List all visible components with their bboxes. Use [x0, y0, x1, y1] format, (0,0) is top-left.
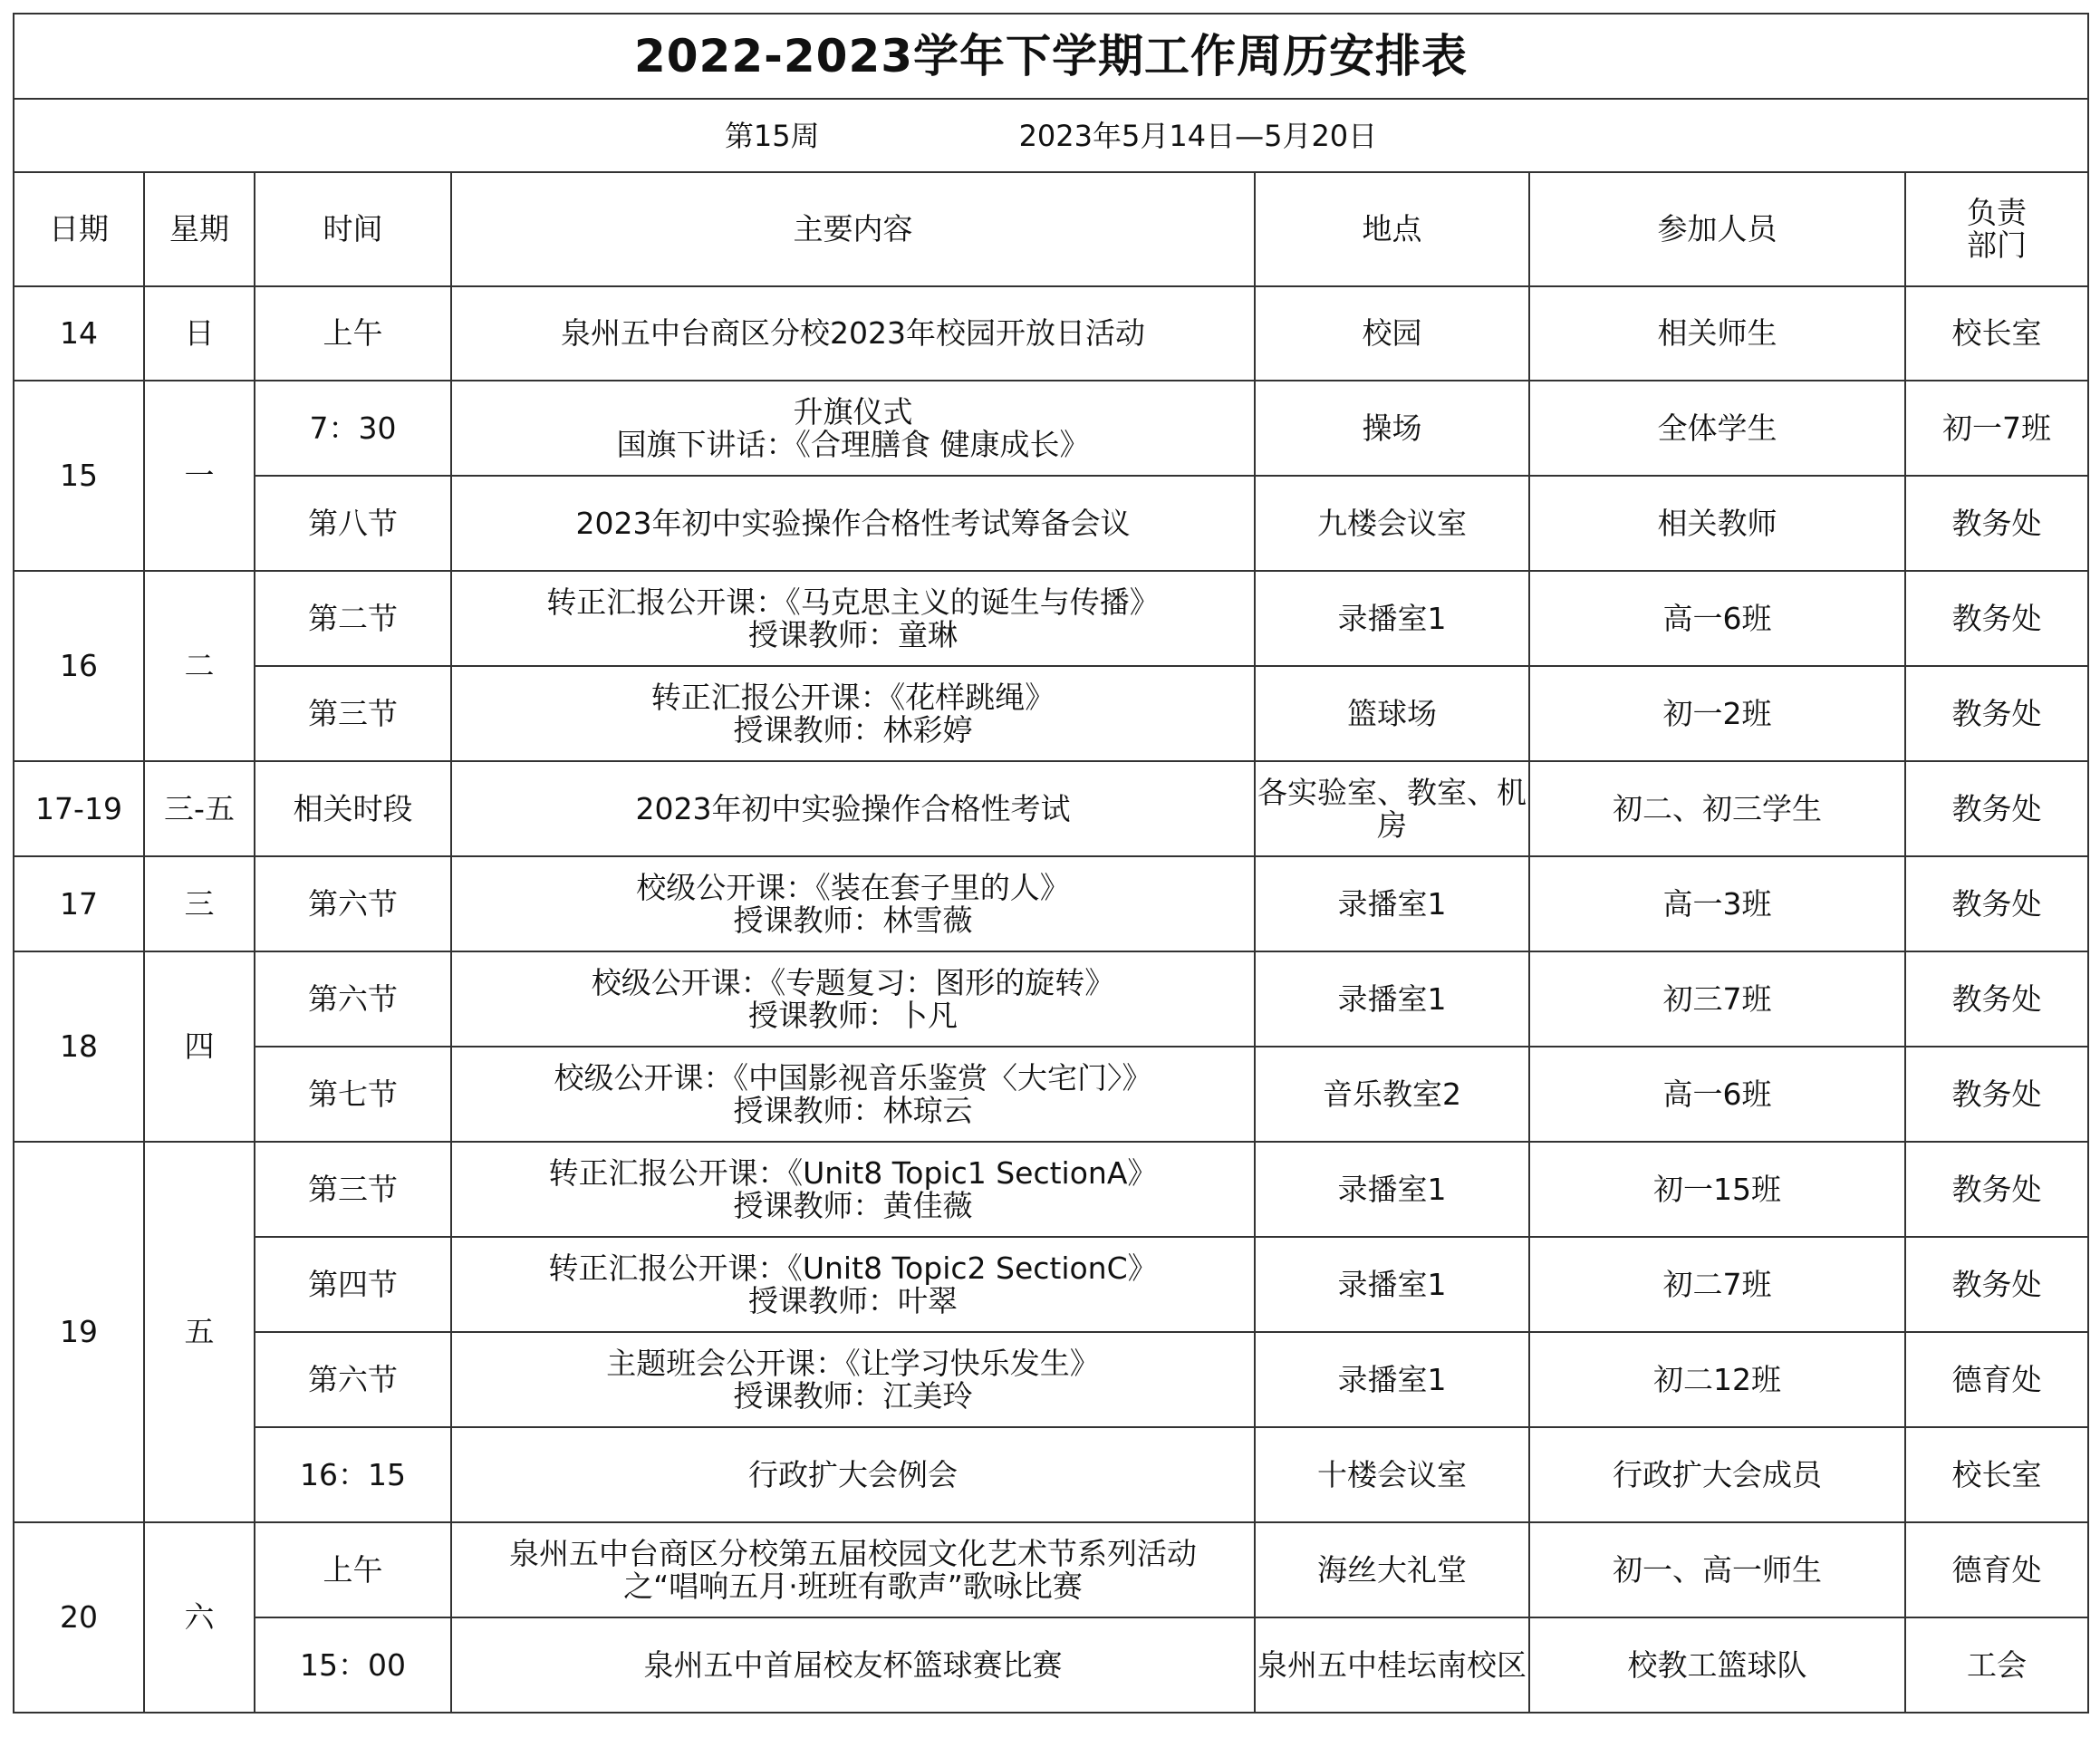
dept-cell: 初一7班: [1905, 381, 2088, 476]
content-line: 授课教师：江美玲: [733, 1377, 973, 1414]
content-line: 行政扩大会例会: [748, 1456, 958, 1492]
content-line: 泉州五中台商区分校2023年校园开放日活动: [561, 315, 1145, 351]
content-line: 校级公开课：《装在套子里的人》: [636, 869, 1070, 905]
header-dept-line1: 负责: [1967, 195, 2027, 230]
date-cell: 17-19: [14, 761, 144, 856]
content-cell: [451, 1142, 1255, 1237]
content-cell: [451, 1617, 1255, 1713]
weekday-cell: 二: [144, 571, 255, 761]
table-row: [14, 1427, 2088, 1522]
place-cell: 各实验室、教室、机房: [1255, 761, 1529, 856]
table-row: [14, 476, 2088, 571]
content-cell: [451, 951, 1255, 1047]
people-cell: 相关师生: [1529, 286, 1905, 381]
content-line: 转正汇报公开课：《马克思主义的诞生与传播》: [546, 584, 1160, 620]
dept-cell: 教务处: [1905, 1237, 2088, 1332]
content-cell: [451, 1522, 1255, 1617]
dept-cell: 教务处: [1905, 761, 2088, 856]
content-line: 泉州五中首届校友杯篮球赛比赛: [643, 1646, 1063, 1683]
dept-cell: 教务处: [1905, 951, 2088, 1047]
time-cell: 16：15: [255, 1427, 451, 1522]
table-row: [14, 1047, 2088, 1142]
time-cell: 第二节: [255, 571, 451, 666]
place-cell: 录播室1: [1255, 1332, 1529, 1427]
people-cell: 校教工篮球队: [1529, 1617, 1905, 1713]
time-cell: 7：30: [255, 381, 451, 476]
header-place: 地点: [1255, 172, 1529, 286]
schedule-sheet: [13, 13, 2087, 1744]
table-row: [14, 1142, 2088, 1237]
header-weekday: 星期: [144, 172, 255, 286]
place-cell: 篮球场: [1255, 666, 1529, 761]
date-cell: 15: [14, 381, 144, 571]
week-number: 第15周: [724, 118, 820, 153]
header-people: 参加人员: [1529, 172, 1905, 286]
date-cell: 19: [14, 1142, 144, 1522]
place-cell: 录播室1: [1255, 571, 1529, 666]
dept-cell: 教务处: [1905, 666, 2088, 761]
weekday-cell: 一: [144, 381, 255, 571]
dept-cell: 德育处: [1905, 1332, 2088, 1427]
people-cell: 高一3班: [1529, 856, 1905, 951]
weekday-cell: 六: [144, 1522, 255, 1713]
people-cell: 初二7班: [1529, 1237, 1905, 1332]
content-cell: [451, 666, 1255, 761]
dept-cell: 教务处: [1905, 1142, 2088, 1237]
header-dept: [1905, 172, 2088, 286]
time-cell: 上午: [255, 286, 451, 381]
weekday-cell: 日: [144, 286, 255, 381]
date-range: 2023年5月14日—5月20日: [1018, 118, 1378, 153]
content-line: 授课教师：童琳: [748, 616, 958, 652]
table-row: [14, 1332, 2088, 1427]
content-line: 授课教师：卜凡: [748, 997, 958, 1033]
dept-cell: 德育处: [1905, 1522, 2088, 1617]
dept-cell: 校长室: [1905, 1427, 2088, 1522]
content-cell: [451, 1427, 1255, 1522]
table-row: [14, 1617, 2088, 1713]
header-dept-line2: 部门: [1967, 227, 2027, 263]
content-cell: [451, 1332, 1255, 1427]
weekday-cell: 五: [144, 1142, 255, 1522]
weekday-cell: 三-五: [144, 761, 255, 856]
time-cell: 第八节: [255, 476, 451, 571]
week-info: [14, 99, 2088, 172]
table-row: [14, 1522, 2088, 1617]
date-cell: 17: [14, 856, 144, 951]
dept-cell: 教务处: [1905, 476, 2088, 571]
dept-cell: 工会: [1905, 1617, 2088, 1713]
weekday-cell: 三: [144, 856, 255, 951]
people-cell: 初二12班: [1529, 1332, 1905, 1427]
content-cell: [451, 761, 1255, 856]
people-cell: 初二、初三学生: [1529, 761, 1905, 856]
date-cell: 18: [14, 951, 144, 1142]
content-line: 国旗下讲话：《合理膳食 健康成长》: [616, 426, 1090, 462]
table-row: [14, 666, 2088, 761]
table-row: [14, 381, 2088, 476]
people-cell: 行政扩大会成员: [1529, 1427, 1905, 1522]
table-row: [14, 571, 2088, 666]
place-cell: 校园: [1255, 286, 1529, 381]
content-line: 升旗仪式: [793, 393, 913, 430]
table-row: [14, 286, 2088, 381]
header-time: 时间: [255, 172, 451, 286]
content-cell: [451, 1237, 1255, 1332]
content-line: 授课教师：叶翠: [748, 1282, 958, 1318]
weekday-cell: 四: [144, 951, 255, 1142]
time-cell: 相关时段: [255, 761, 451, 856]
place-cell: 录播室1: [1255, 1142, 1529, 1237]
place-cell: 录播室1: [1255, 951, 1529, 1047]
dept-cell: 教务处: [1905, 856, 2088, 951]
dept-cell: 教务处: [1905, 571, 2088, 666]
content-cell: [451, 381, 1255, 476]
content-line: 授课教师：林雪薇: [733, 902, 973, 938]
content-cell: [451, 856, 1255, 951]
people-cell: 初一15班: [1529, 1142, 1905, 1237]
content-line: 2023年初中实验操作合格性考试筹备会议: [575, 505, 1131, 541]
place-cell: 录播室1: [1255, 856, 1529, 951]
content-line: 授课教师：林彩婷: [733, 711, 973, 748]
content-cell: [451, 286, 1255, 381]
people-cell: 初一、高一师生: [1529, 1522, 1905, 1617]
content-line: 泉州五中台商区分校第五届校园文化艺术节系列活动: [509, 1535, 1197, 1571]
place-cell: 泉州五中桂坛南校区: [1255, 1617, 1529, 1713]
content-line: 主题班会公开课：《让学习快乐发生》: [606, 1345, 1100, 1381]
time-cell: 第三节: [255, 1142, 451, 1237]
date-cell: 16: [14, 571, 144, 761]
people-cell: 高一6班: [1529, 571, 1905, 666]
table-row: [14, 951, 2088, 1047]
schedule-table: [13, 13, 2089, 1714]
dept-cell: 校长室: [1905, 286, 2088, 381]
time-cell: 上午: [255, 1522, 451, 1617]
date-cell: 14: [14, 286, 144, 381]
time-cell: 第六节: [255, 951, 451, 1047]
content-cell: [451, 1047, 1255, 1142]
content-line: 授课教师：林琼云: [733, 1092, 973, 1128]
people-cell: 初三7班: [1529, 951, 1905, 1047]
time-cell: 第四节: [255, 1237, 451, 1332]
time-cell: 第七节: [255, 1047, 451, 1142]
page-title: 2022-2023学年下学期工作周历安排表: [14, 14, 2088, 99]
header-content: 主要内容: [451, 172, 1255, 286]
people-cell: 相关教师: [1529, 476, 1905, 571]
content-cell: [451, 571, 1255, 666]
table-row: [14, 856, 2088, 951]
content-line: 转正汇报公开课：《Unit8 Topic2 SectionC》: [548, 1250, 1158, 1286]
header-row: [14, 172, 2088, 286]
place-cell: 海丝大礼堂: [1255, 1522, 1529, 1617]
content-line: 授课教师：黄佳薇: [733, 1187, 973, 1223]
table-row: [14, 1237, 2088, 1332]
people-cell: 全体学生: [1529, 381, 1905, 476]
content-line: 转正汇报公开课：《Unit8 Topic1 SectionA》: [548, 1154, 1158, 1191]
people-cell: 初一2班: [1529, 666, 1905, 761]
place-cell: 操场: [1255, 381, 1529, 476]
time-cell: 15：00: [255, 1617, 451, 1713]
content-cell: [451, 476, 1255, 571]
place-cell: 音乐教室2: [1255, 1047, 1529, 1142]
content-line: 转正汇报公开课：《花样跳绳》: [650, 679, 1055, 715]
content-line: 校级公开课：《专题复习：图形的旋转》: [591, 964, 1115, 1000]
table-row: [14, 761, 2088, 856]
place-cell: 十楼会议室: [1255, 1427, 1529, 1522]
header-date: 日期: [14, 172, 144, 286]
content-line: 2023年初中实验操作合格性考试: [635, 790, 1071, 826]
people-cell: 高一6班: [1529, 1047, 1905, 1142]
content-line: 校级公开课：《中国影视音乐鉴赏〈大宅门〉》: [554, 1059, 1152, 1096]
content-line: 之“唱响五月·班班有歌声”歌咏比赛: [623, 1568, 1083, 1604]
time-cell: 第六节: [255, 1332, 451, 1427]
place-cell: 录播室1: [1255, 1237, 1529, 1332]
time-cell: 第六节: [255, 856, 451, 951]
dept-cell: 教务处: [1905, 1047, 2088, 1142]
time-cell: 第三节: [255, 666, 451, 761]
date-cell: 20: [14, 1522, 144, 1713]
place-cell: 九楼会议室: [1255, 476, 1529, 571]
